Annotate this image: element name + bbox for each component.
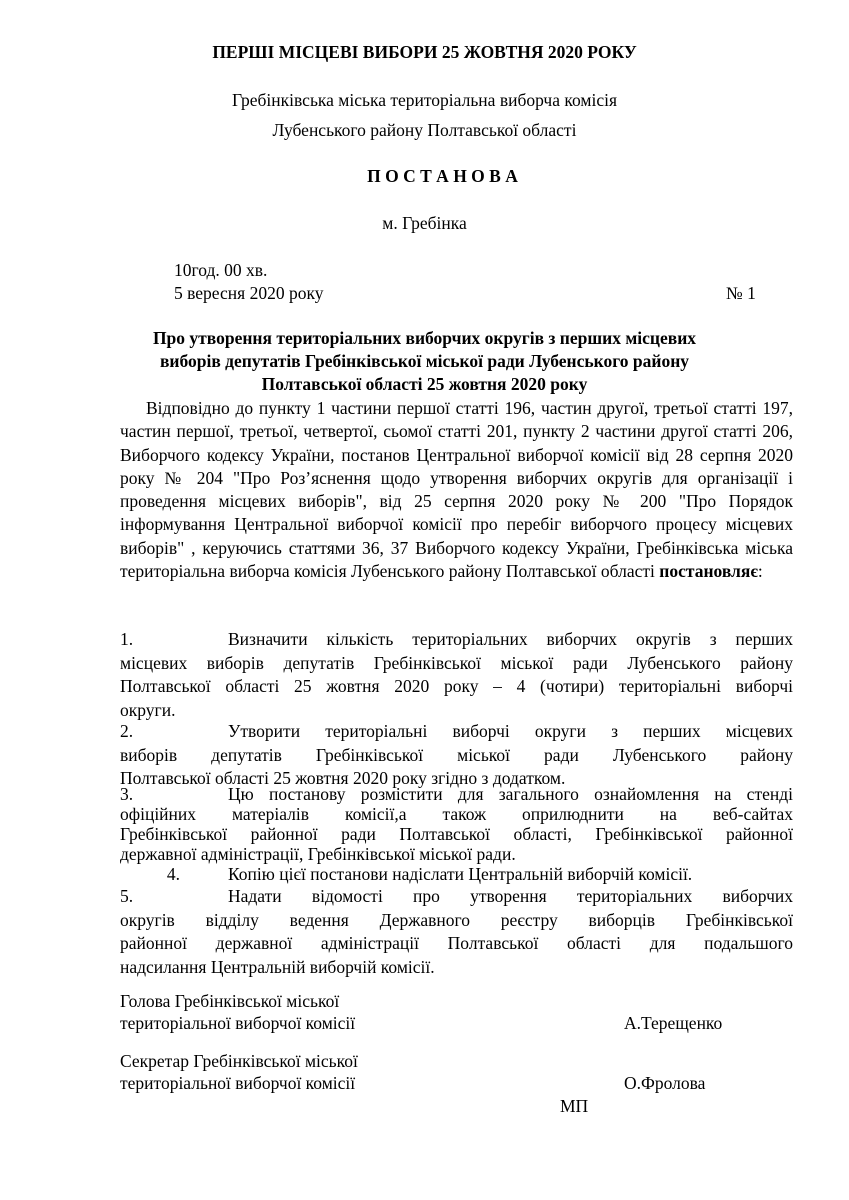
title-line-3: Полтавської області 25 жовтня 2020 року xyxy=(261,374,588,394)
list-item-4 xyxy=(120,863,793,887)
secretary-name: О.Фролова xyxy=(624,1073,706,1093)
item-text: місцевих виборів депутатів Гребінківської міської ради Лубенського району xyxy=(120,652,793,673)
resolves-word: постановляє xyxy=(659,561,758,582)
item-text: Полтавської області 25 жовтня 2020 року згідно з додатком. xyxy=(120,768,566,788)
preamble xyxy=(120,397,793,583)
item-text: Надати відомості про утворення територіальних виборчих xyxy=(228,886,793,906)
item-text: округи. xyxy=(120,699,176,720)
item-text: округів відділу ведення Державного реєстру виборців Гребінківської xyxy=(120,909,793,930)
head-title-line-2: територіальної виборчої комісії xyxy=(120,1013,356,1033)
item-text: офіційних матеріалів комісії,а також оприлюднити на веб-сайтах xyxy=(120,804,793,824)
head-title-line-1: Голова Гребінківської міської xyxy=(120,991,340,1011)
item-text: державної адміністрації, Гребінківської міської ради. xyxy=(120,844,516,864)
list-item-5 xyxy=(120,885,793,979)
item-number: 4. xyxy=(166,864,180,884)
head-name: А.Терещенко xyxy=(624,1013,723,1033)
document-type: П О С Т А Н О В А xyxy=(367,166,518,186)
preamble-text: Відповідно до пункту 1 частини першої статті 196, частин другої, третьої статті 197, частин першої, третьої, четвертої, сьомої статті 201, пункту 2 частини другої статті 206, Виборчого кодексу України, постанов Центральної виборчої комісії від 28 серпня 2020 року № 204 "Про Роз’яснення щодо утворення виборчих округів для організації і проведення місцевих виборів", від 25 серпня 2020 року № 200 "Про Порядок інформування Центральної виборчої комісії про перебіг виборчого процесу місцевих виборів" , керуючись статтями 36, 37 Виборчого кодексу України, Гребінківська міська територіальна виборча комісія Лубенського району Полтавської області xyxy=(120,398,793,582)
item-text: Утворити територіальні виборчі округи з перших місцевих xyxy=(228,721,793,741)
commission-region: Лубенського району Полтавської області xyxy=(272,120,577,140)
item-number: 2. xyxy=(120,721,134,741)
date: 5 вересня 2020 року xyxy=(174,283,324,303)
list-item-1 xyxy=(120,628,793,722)
list-item-2 xyxy=(120,720,793,791)
title-line-2: виборів депутатів Гребінківської міської ради Лубенського району xyxy=(159,351,690,371)
resolves-colon: : xyxy=(757,561,763,582)
item-number: 5. xyxy=(120,886,134,906)
item-number: 1. xyxy=(120,629,134,649)
secretary-title-line-2: територіальної виборчої комісії xyxy=(120,1073,356,1093)
item-number: 3. xyxy=(120,784,134,804)
item-text: районної державної адміністрації Полтавської області для подальшого xyxy=(120,933,793,953)
seal-mark: МП xyxy=(560,1096,589,1116)
item-text: Копію цієї постанови надіслати Центральній виборчій комісії. xyxy=(228,864,693,884)
commission-name: Гребінківська міська територіальна виборча комісія xyxy=(231,90,618,110)
title-line-1: Про утворення територіальних виборчих округів з перших місцевих xyxy=(152,328,697,348)
item-text: надсилання Центральній виборчій комісії. xyxy=(120,956,435,977)
time: 10год. 00 хв. xyxy=(174,260,268,280)
election-title: ПЕРШІ МІСЦЕВІ ВИБОРИ 25 ЖОВТНЯ 2020 РОКУ xyxy=(212,42,637,62)
item-text: Цю постанову розмістити для загального ознайомлення на стенді xyxy=(228,784,793,804)
item-text: Гребінківської районної ради Полтавської області, Гребінківської районної xyxy=(120,824,793,844)
resolution-number: № 1 xyxy=(726,283,756,303)
item-text: Полтавської області 25 жовтня 2020 року – 4 (чотири) територіальні виборчі xyxy=(120,676,793,696)
item-text: виборів депутатів Гребінківської міської ради Лубенського району xyxy=(120,744,793,765)
place: м. Гребінка xyxy=(382,213,467,233)
secretary-title-line-1: Секретар Гребінківської міської xyxy=(120,1051,358,1071)
item-text: Визначити кількість територіальних виборчих округів з перших xyxy=(228,629,793,649)
list-item-3 xyxy=(120,784,793,864)
